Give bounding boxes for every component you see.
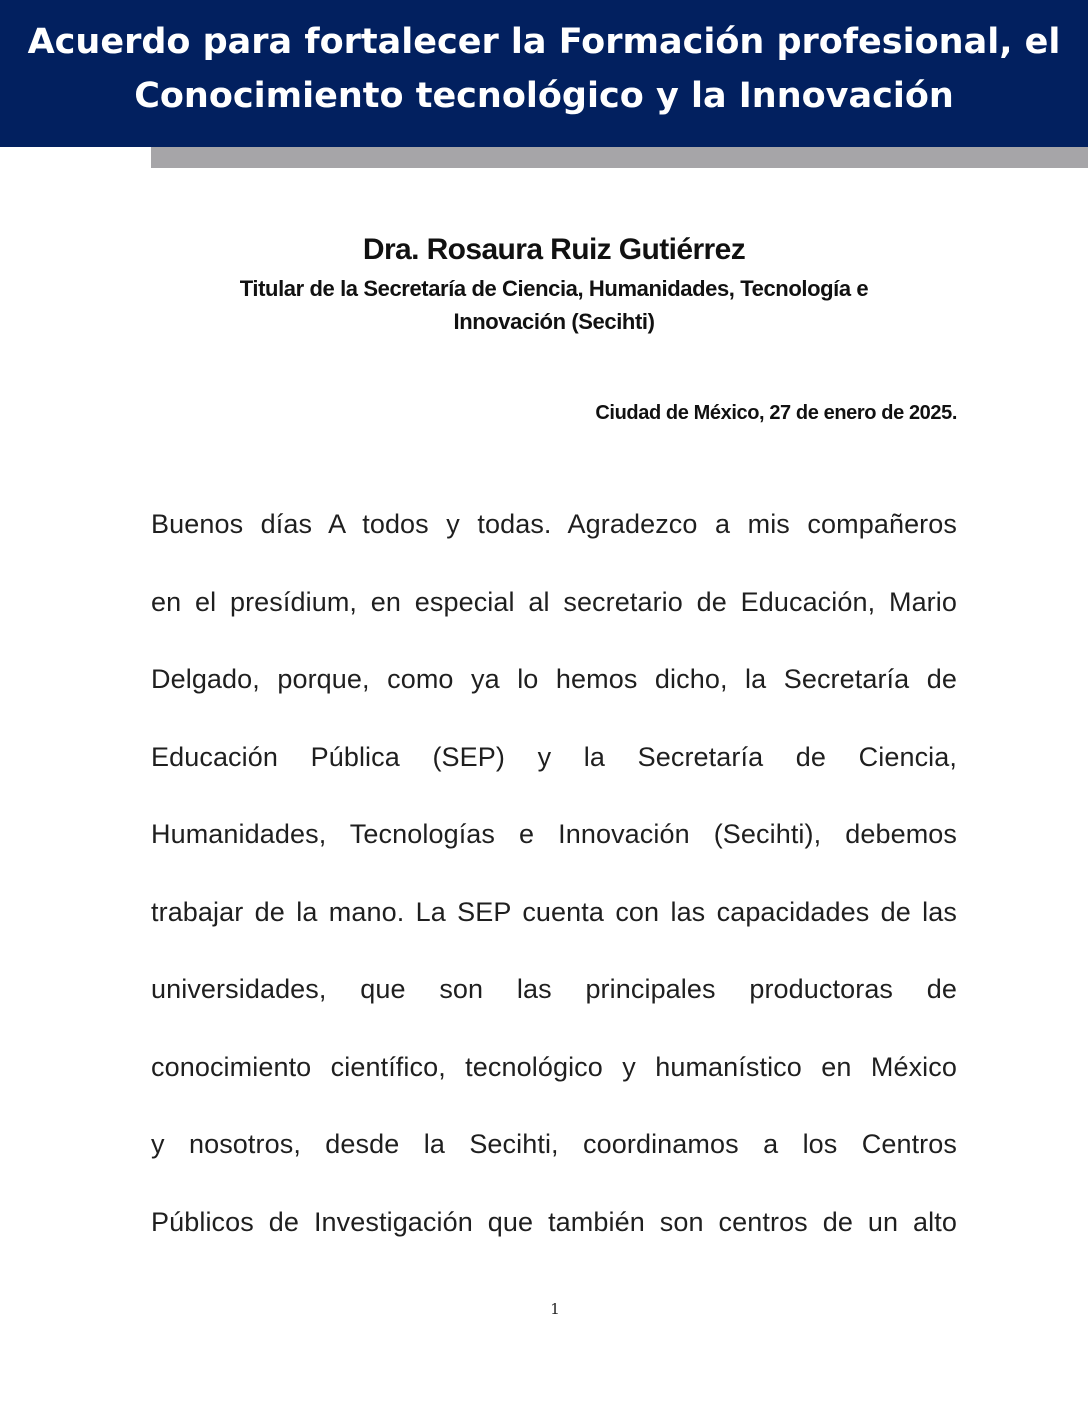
speech-line: universidades, que son las principales productoras de <box>151 974 957 1004</box>
header-accent-bar <box>151 147 1088 168</box>
document-title <box>14 15 1075 123</box>
speech-line: y nosotros, desde la Secihti, coordinamos a los Centros <box>151 1129 957 1159</box>
document-header-band <box>0 0 1088 147</box>
speech-body <box>151 500 957 1275</box>
speech-line: en el presídium, en especial al secretario de Educación, Mario <box>151 586 957 617</box>
speech-line: Públicos de Investigación que también son centros de un alto <box>151 1206 957 1237</box>
speech-line: Delgado, porque, como ya lo hemos dicho, la Secretaría de <box>151 664 957 694</box>
speaker-block <box>151 228 957 338</box>
page-number: 1 <box>550 1300 560 1318</box>
speech-line: conocimiento científico, tecnológico y humanístico en México <box>151 1051 957 1082</box>
document-title-line-2: Conocimiento tecnológico y la Innovación <box>134 75 954 116</box>
speaker-role-line-2: Innovación (Secihti) <box>453 309 655 334</box>
speech-date-location: Ciudad de México, 27 de enero de 2025. <box>595 402 957 424</box>
speaker-name: Dra. Rosaura Ruiz Gutiérrez <box>362 233 746 266</box>
document-title-line-1: Acuerdo para fortalecer la Formación profesional, el <box>27 21 1061 62</box>
speech-line: Educación Pública (SEP) y la Secretaría de Ciencia, <box>151 741 957 772</box>
speech-line: Humanidades, Tecnologías e Innovación (Secihti), debemos <box>151 819 957 849</box>
speech-line: trabajar de la mano. La SEP cuenta con las capacidades de las <box>151 896 957 927</box>
speech-line: Buenos días A todos y todas. Agradezco a mis compañeros <box>151 509 957 539</box>
speaker-role <box>151 272 957 338</box>
speaker-role-line-1: Titular de la Secretaría de Ciencia, Humanidades, Tecnología e <box>239 276 869 301</box>
